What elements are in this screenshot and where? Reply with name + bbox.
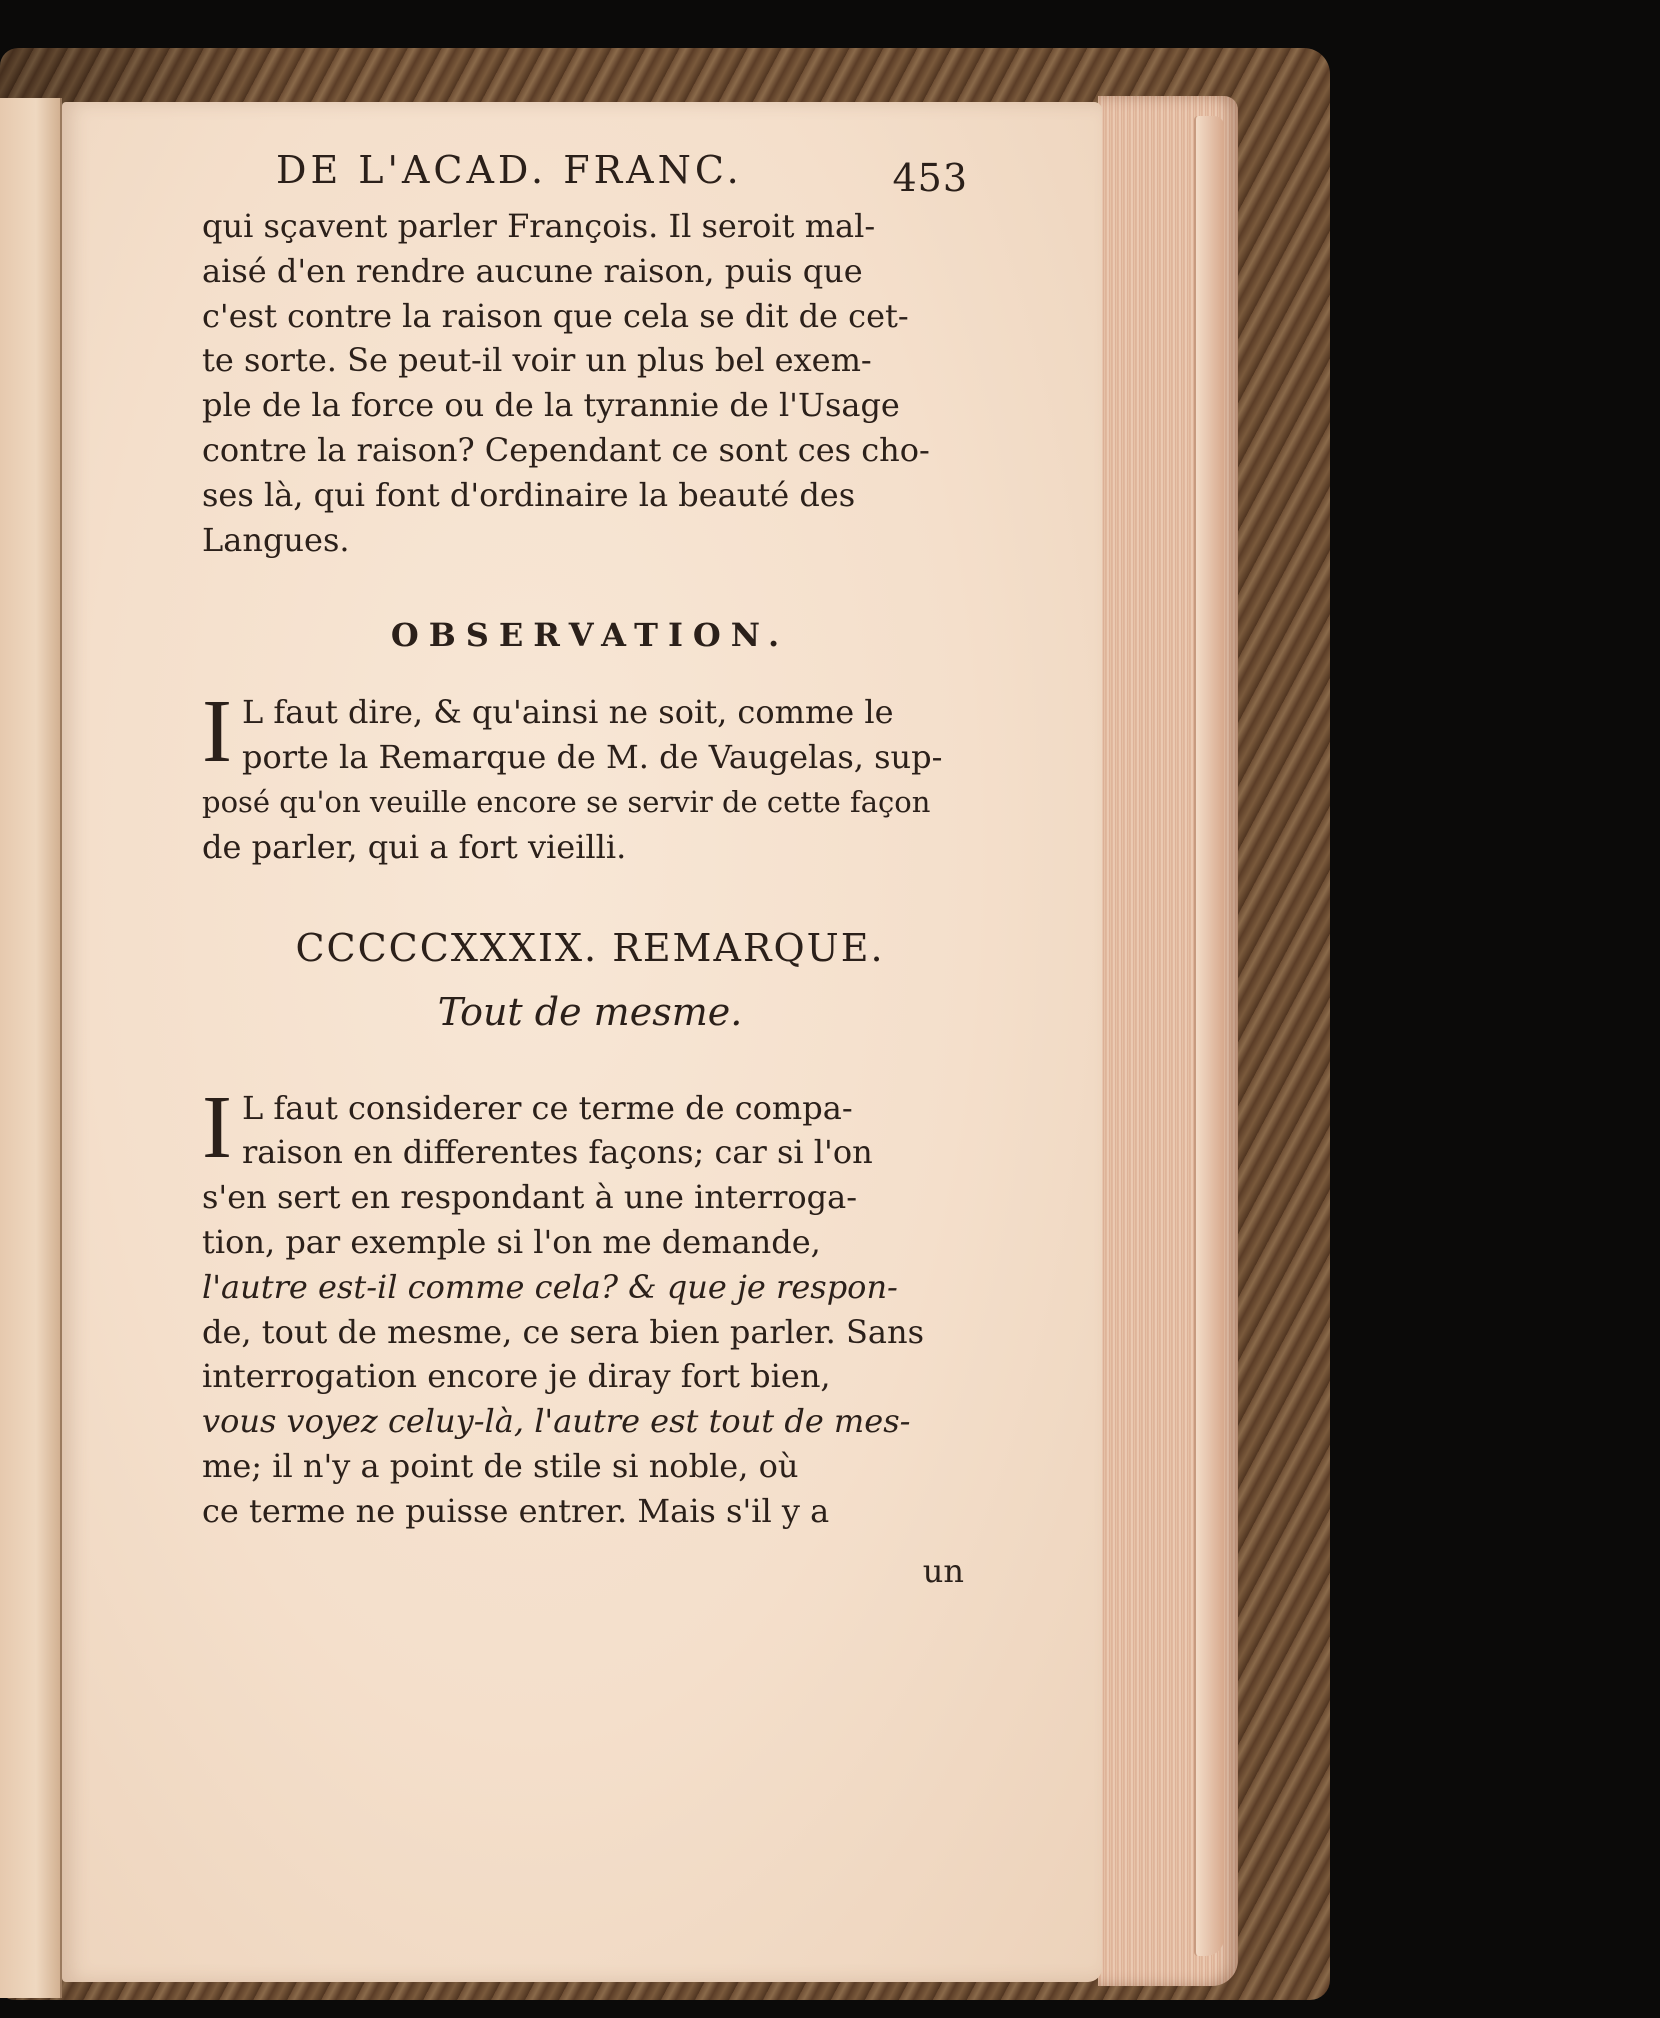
text-line: aisé d'en rendre aucune raison, puis que (202, 251, 863, 290)
text-line: de parler, qui a fort vieilli. (202, 827, 627, 866)
text-line: c'est contre la raison que cela se dit de cet- (202, 296, 909, 335)
remarque-paragraph (202, 1077, 978, 1534)
running-head (202, 140, 978, 204)
running-head-title: DE L'ACAD. FRANC. (276, 148, 743, 192)
right-page (62, 102, 1102, 1982)
text-line: L faut dire, & qu'ainsi ne soit, comme le (241, 693, 894, 732)
drop-capital: I (202, 682, 232, 782)
catchword: un (922, 1551, 964, 1590)
text-line: ses là, qui font d'ordinaire la beauté des (202, 475, 856, 514)
text-line: porte la Remarque de M. de Vaugelas, sup- (241, 738, 943, 777)
remarque-heading: CCCCCXXXIX. REMARQUE. (295, 925, 885, 970)
text-line: Langues. (202, 520, 350, 559)
text-line: raison en differentes façons; car si l'on (241, 1133, 873, 1172)
left-page-edge (0, 98, 62, 1998)
text-line: me; il n'y a point de stile si noble, où (202, 1446, 799, 1485)
observation-heading: OBSERVATION. (390, 616, 790, 655)
text-line: de, tout de mesme, ce sera bien parler. Sans (202, 1312, 925, 1351)
observation-paragraph (202, 682, 978, 869)
text-line: interrogation encore je diray fort bien, (202, 1357, 831, 1396)
continued-paragraph (202, 204, 978, 562)
text-line: ce terme ne puisse entrer. Mais s'il y a (202, 1491, 830, 1530)
text-line: l'autre est-il comme cela? & que je respon- (202, 1267, 898, 1306)
text-line: ple de la force ou de la tyrannie de l'Usage (202, 386, 900, 425)
text-line: contre la raison? Cependant ce sont ces cho- (202, 430, 930, 469)
remarque-subheading: Tout de mesme. (437, 989, 743, 1034)
text-line: tion, par exemple si l'on me demande, (202, 1222, 821, 1261)
page-block-edges (1098, 96, 1238, 1986)
text-line: te sorte. Se peut-il voir un plus bel exem- (202, 341, 872, 380)
page-text (202, 140, 978, 1590)
text-line: s'en sert en respondant à une interroga- (202, 1178, 858, 1217)
text-line: vous voyez celuy-là, l'autre est tout de mes- (202, 1402, 911, 1441)
text-line: qui sçavent parler François. Il seroit mal- (202, 207, 876, 245)
drop-capital: I (202, 1077, 232, 1177)
page-number: 453 (892, 156, 968, 200)
text-line: posé qu'on veuille encore se servir de cette façon (202, 784, 931, 819)
text-line: L faut considerer ce terme de compa- (241, 1088, 853, 1127)
